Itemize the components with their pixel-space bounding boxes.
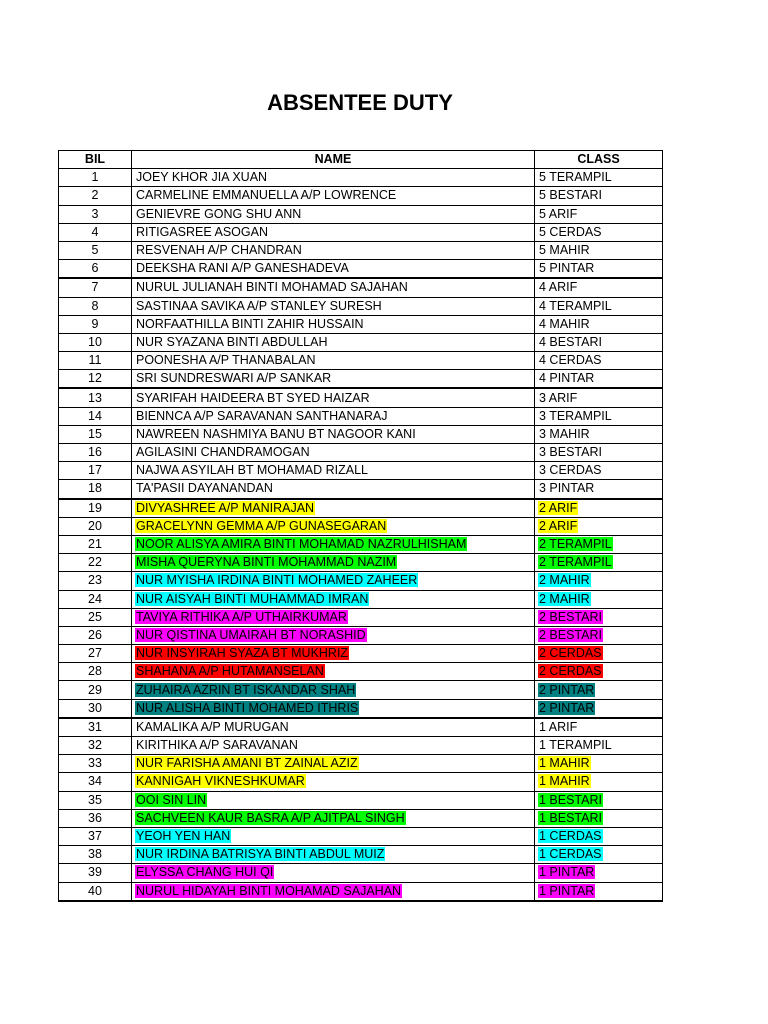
name-text: SYARIFAH HAIDEERA BT SYED HAIZAR xyxy=(136,390,370,405)
class-text: 4 MAHIR xyxy=(539,316,590,331)
class-text: 1 BESTARI xyxy=(539,792,602,807)
table-row xyxy=(59,462,663,480)
name-text: DIVYASHREE A/P MANIRAJAN xyxy=(136,500,315,515)
cell-name xyxy=(132,499,535,518)
name-text: SHAHANA A/P HUTAMANSELAN xyxy=(136,664,324,679)
cell-bil: 37 xyxy=(59,827,132,845)
table-row xyxy=(59,590,663,608)
cell-class xyxy=(535,333,663,351)
class-text: 4 BESTARI xyxy=(539,334,602,349)
class-text: 5 BESTARI xyxy=(539,188,602,203)
class-text: 5 TERAMPIL xyxy=(539,170,612,185)
cell-class xyxy=(535,572,663,590)
cell-class xyxy=(535,205,663,223)
cell-name xyxy=(132,462,535,480)
cell-name xyxy=(132,535,535,553)
name-text: NUR SYAZANA BINTI ABDULLAH xyxy=(136,334,328,349)
cell-name xyxy=(132,791,535,809)
cell-name xyxy=(132,554,535,572)
cell-bil: 30 xyxy=(59,699,132,718)
cell-bil: 29 xyxy=(59,681,132,699)
table-row xyxy=(59,241,663,259)
table-row xyxy=(59,370,663,389)
table-row xyxy=(59,554,663,572)
table-row xyxy=(59,535,663,553)
table-row xyxy=(59,755,663,773)
cell-name xyxy=(132,737,535,755)
cell-class xyxy=(535,827,663,845)
cell-name xyxy=(132,297,535,315)
class-text: 4 ARIF xyxy=(539,280,578,295)
class-text: 1 MAHIR xyxy=(539,756,590,771)
name-text: NAWREEN NASHMIYA BANU BT NAGOOR KANI xyxy=(136,426,416,441)
cell-class xyxy=(535,462,663,480)
cell-name xyxy=(132,718,535,737)
cell-bil: 11 xyxy=(59,352,132,370)
cell-class xyxy=(535,755,663,773)
name-text: NOOR ALISYA AMIRA BINTI MOHAMAD NAZRULHISHAM xyxy=(136,537,467,552)
cell-bil: 40 xyxy=(59,882,132,901)
name-text: NURUL JULIANAH BINTI MOHAMAD SAJAHAN xyxy=(136,280,408,295)
name-text: NUR FARISHA AMANI BT ZAINAL AZIZ xyxy=(136,756,358,771)
cell-bil: 21 xyxy=(59,535,132,553)
cell-class xyxy=(535,590,663,608)
name-text: CARMELINE EMMANUELLA A/P LOWRENCE xyxy=(136,188,397,203)
table-row xyxy=(59,809,663,827)
table-row xyxy=(59,205,663,223)
cell-class xyxy=(535,608,663,626)
name-text: YEOH YEN HAN xyxy=(136,829,231,844)
cell-class xyxy=(535,645,663,663)
cell-class xyxy=(535,388,663,407)
table-row xyxy=(59,187,663,205)
table-row xyxy=(59,681,663,699)
cell-name xyxy=(132,187,535,205)
name-text: NUR AISYAH BINTI MUHAMMAD IMRAN xyxy=(136,591,369,606)
table-row xyxy=(59,278,663,297)
cell-bil: 10 xyxy=(59,333,132,351)
table-body xyxy=(59,169,663,901)
cell-bil: 19 xyxy=(59,499,132,518)
name-text: NAJWA ASYILAH BT MOHAMAD RIZALL xyxy=(136,463,369,478)
name-text: DEEKSHA RANI A/P GANESHADEVA xyxy=(136,261,349,276)
cell-name xyxy=(132,333,535,351)
name-text: JOEY KHOR JIA XUAN xyxy=(136,170,268,185)
table-row xyxy=(59,297,663,315)
class-text: 5 MAHIR xyxy=(539,243,590,258)
class-text: 5 PINTAR xyxy=(539,261,595,276)
cell-bil: 26 xyxy=(59,626,132,644)
cell-class xyxy=(535,846,663,864)
cell-bil: 25 xyxy=(59,608,132,626)
class-text: 3 ARIF xyxy=(539,390,578,405)
cell-class xyxy=(535,626,663,644)
cell-class xyxy=(535,444,663,462)
class-text: 1 ARIF xyxy=(539,719,578,734)
name-text: TAVIYA RITHIKA A/P UTHAIRKUMAR xyxy=(136,609,347,624)
class-text: 1 PINTAR xyxy=(539,865,595,880)
name-text: SASTINAA SAVIKA A/P STANLEY SURESH xyxy=(136,298,382,313)
cell-name xyxy=(132,645,535,663)
cell-bil: 4 xyxy=(59,223,132,241)
cell-name xyxy=(132,315,535,333)
cell-name xyxy=(132,352,535,370)
table-row xyxy=(59,846,663,864)
cell-name xyxy=(132,425,535,443)
cell-bil: 14 xyxy=(59,407,132,425)
name-text: SRI SUNDRESWARI A/P SANKAR xyxy=(136,371,332,386)
class-text: 5 CERDAS xyxy=(539,224,602,239)
cell-class xyxy=(535,425,663,443)
table-row xyxy=(59,260,663,279)
cell-name xyxy=(132,864,535,882)
class-text: 3 MAHIR xyxy=(539,426,590,441)
class-text: 3 CERDAS xyxy=(539,463,602,478)
cell-class xyxy=(535,554,663,572)
name-text: NORFAATHILLA BINTI ZAHIR HUSSAIN xyxy=(136,316,364,331)
name-text: ZUHAIRA AZRIN BT ISKANDAR SHAH xyxy=(136,682,356,697)
table-row xyxy=(59,444,663,462)
name-text: NUR ALISHA BINTI MOHAMED ITHRIS xyxy=(136,700,359,715)
name-text: GENIEVRE GONG SHU ANN xyxy=(136,206,302,221)
class-text: 4 PINTAR xyxy=(539,371,595,386)
class-text: 4 CERDAS xyxy=(539,353,602,368)
cell-class xyxy=(535,773,663,791)
cell-name xyxy=(132,444,535,462)
cell-name xyxy=(132,846,535,864)
table-row xyxy=(59,572,663,590)
name-text: POONESHA A/P THANABALAN xyxy=(136,353,316,368)
cell-class xyxy=(535,681,663,699)
class-text: 2 MAHIR xyxy=(539,591,590,606)
cell-bil: 28 xyxy=(59,663,132,681)
cell-bil: 38 xyxy=(59,846,132,864)
table-row xyxy=(59,773,663,791)
cell-name xyxy=(132,480,535,499)
cell-name xyxy=(132,663,535,681)
cell-class xyxy=(535,737,663,755)
name-text: GRACELYNN GEMMA A/P GUNASEGARAN xyxy=(136,518,387,533)
class-text: 5 ARIF xyxy=(539,206,578,221)
table-row xyxy=(59,791,663,809)
cell-class xyxy=(535,791,663,809)
class-text: 2 BESTARI xyxy=(539,627,602,642)
class-text: 2 ARIF xyxy=(539,500,578,515)
cell-bil: 18 xyxy=(59,480,132,499)
cell-bil: 7 xyxy=(59,278,132,297)
cell-name xyxy=(132,882,535,901)
cell-class xyxy=(535,169,663,187)
name-text: KIRITHIKA A/P SARAVANAN xyxy=(136,738,298,753)
cell-bil: 22 xyxy=(59,554,132,572)
table-row xyxy=(59,737,663,755)
class-text: 3 BESTARI xyxy=(539,445,602,460)
cell-class xyxy=(535,535,663,553)
cell-class xyxy=(535,809,663,827)
class-text: 3 PINTAR xyxy=(539,481,595,496)
cell-name xyxy=(132,260,535,279)
cell-bil: 39 xyxy=(59,864,132,882)
name-text: AGILASINI CHANDRAMOGAN xyxy=(136,445,310,460)
cell-name xyxy=(132,370,535,389)
class-text: 2 TERAMPIL xyxy=(539,555,612,570)
table-row xyxy=(59,718,663,737)
cell-name xyxy=(132,827,535,845)
cell-name xyxy=(132,388,535,407)
cell-bil: 15 xyxy=(59,425,132,443)
class-text: 2 CERDAS xyxy=(539,664,602,679)
cell-bil: 17 xyxy=(59,462,132,480)
cell-bil: 32 xyxy=(59,737,132,755)
name-text: TA'PASII DAYANANDAN xyxy=(136,481,273,496)
cell-bil: 27 xyxy=(59,645,132,663)
cell-bil: 8 xyxy=(59,297,132,315)
class-text: 2 CERDAS xyxy=(539,646,602,661)
class-text: 1 MAHIR xyxy=(539,774,590,789)
class-text: 1 PINTAR xyxy=(539,883,595,898)
table-row xyxy=(59,517,663,535)
header-class: CLASS xyxy=(535,151,663,169)
table-row xyxy=(59,169,663,187)
name-text: RESVENAH A/P CHANDRAN xyxy=(136,243,302,258)
name-text: NUR MYISHA IRDINA BINTI MOHAMED ZAHEER xyxy=(136,573,418,588)
class-text: 2 ARIF xyxy=(539,518,578,533)
cell-class xyxy=(535,315,663,333)
header-name: NAME xyxy=(132,151,535,169)
class-text: 1 CERDAS xyxy=(539,829,602,844)
class-text: 2 PINTAR xyxy=(539,682,595,697)
cell-class xyxy=(535,241,663,259)
cell-bil: 5 xyxy=(59,241,132,259)
name-text: RITIGASREE ASOGAN xyxy=(136,224,268,239)
cell-name xyxy=(132,773,535,791)
table-row xyxy=(59,699,663,718)
name-text: KANNIGAH VIKNESHKUMAR xyxy=(136,774,305,789)
absentee-duty-table xyxy=(58,150,663,902)
cell-class xyxy=(535,699,663,718)
cell-bil: 2 xyxy=(59,187,132,205)
cell-class xyxy=(535,223,663,241)
cell-class xyxy=(535,882,663,901)
table-row xyxy=(59,407,663,425)
table-row xyxy=(59,864,663,882)
class-text: 1 TERAMPIL xyxy=(539,738,612,753)
cell-name xyxy=(132,681,535,699)
table-row xyxy=(59,882,663,901)
page-title: ABSENTEE DUTY xyxy=(267,90,453,115)
name-text: NUR QISTINA UMAIRAH BT NORASHID xyxy=(136,627,366,642)
class-text: 1 BESTARI xyxy=(539,810,602,825)
name-text: NURUL HIDAYAH BINTI MOHAMAD SAJAHAN xyxy=(136,883,402,898)
cell-bil: 31 xyxy=(59,718,132,737)
cell-class xyxy=(535,297,663,315)
table-row xyxy=(59,480,663,499)
table-row xyxy=(59,315,663,333)
cell-name xyxy=(132,699,535,718)
cell-class xyxy=(535,278,663,297)
cell-bil: 34 xyxy=(59,773,132,791)
name-text: OOI SIN LIN xyxy=(136,792,207,807)
cell-class xyxy=(535,480,663,499)
class-text: 1 CERDAS xyxy=(539,847,602,862)
name-text: MISHA QUERYNA BINTI MOHAMMAD NAZIM xyxy=(136,555,397,570)
cell-name xyxy=(132,755,535,773)
cell-name xyxy=(132,608,535,626)
table-row xyxy=(59,223,663,241)
table-row xyxy=(59,499,663,518)
cell-bil: 3 xyxy=(59,205,132,223)
cell-class xyxy=(535,864,663,882)
cell-bil: 12 xyxy=(59,370,132,389)
cell-name xyxy=(132,278,535,297)
cell-name xyxy=(132,590,535,608)
cell-bil: 20 xyxy=(59,517,132,535)
cell-name xyxy=(132,407,535,425)
header-bil: BIL xyxy=(59,151,132,169)
name-text: ELYSSA CHANG HUI QI xyxy=(136,865,274,880)
cell-bil: 35 xyxy=(59,791,132,809)
class-text: 2 MAHIR xyxy=(539,573,590,588)
cell-class xyxy=(535,663,663,681)
table-row xyxy=(59,663,663,681)
cell-bil: 33 xyxy=(59,755,132,773)
cell-class xyxy=(535,187,663,205)
name-text: NUR INSYIRAH SYAZA BT MUKHRIZ xyxy=(136,646,349,661)
name-text: BIENNCA A/P SARAVANAN SANTHANARAJ xyxy=(136,408,388,423)
cell-bil: 1 xyxy=(59,169,132,187)
name-text: SACHVEEN KAUR BASRA A/P AJITPAL SINGH xyxy=(136,810,405,825)
table-row xyxy=(59,352,663,370)
table-row xyxy=(59,827,663,845)
table-row xyxy=(59,645,663,663)
table-row xyxy=(59,425,663,443)
table-header-row xyxy=(59,151,663,169)
cell-class xyxy=(535,407,663,425)
cell-name xyxy=(132,517,535,535)
cell-bil: 16 xyxy=(59,444,132,462)
table-row xyxy=(59,333,663,351)
name-text: KAMALIKA A/P MURUGAN xyxy=(136,719,289,734)
cell-class xyxy=(535,352,663,370)
class-text: 4 TERAMPIL xyxy=(539,298,612,313)
cell-name xyxy=(132,572,535,590)
cell-class xyxy=(535,517,663,535)
cell-bil: 24 xyxy=(59,590,132,608)
table-row xyxy=(59,388,663,407)
table-row xyxy=(59,608,663,626)
cell-bil: 23 xyxy=(59,572,132,590)
class-text: 3 TERAMPIL xyxy=(539,408,612,423)
cell-name xyxy=(132,626,535,644)
cell-name xyxy=(132,205,535,223)
cell-bil: 6 xyxy=(59,260,132,279)
cell-name xyxy=(132,809,535,827)
cell-class xyxy=(535,718,663,737)
table-row xyxy=(59,626,663,644)
cell-name xyxy=(132,241,535,259)
cell-class xyxy=(535,260,663,279)
cell-bil: 36 xyxy=(59,809,132,827)
cell-bil: 9 xyxy=(59,315,132,333)
cell-name xyxy=(132,223,535,241)
cell-class xyxy=(535,499,663,518)
cell-class xyxy=(535,370,663,389)
cell-bil: 13 xyxy=(59,388,132,407)
name-text: NUR IRDINA BATRISYA BINTI ABDUL MUIZ xyxy=(136,847,385,862)
cell-name xyxy=(132,169,535,187)
class-text: 2 BESTARI xyxy=(539,609,602,624)
class-text: 2 TERAMPIL xyxy=(539,537,612,552)
class-text: 2 PINTAR xyxy=(539,700,595,715)
